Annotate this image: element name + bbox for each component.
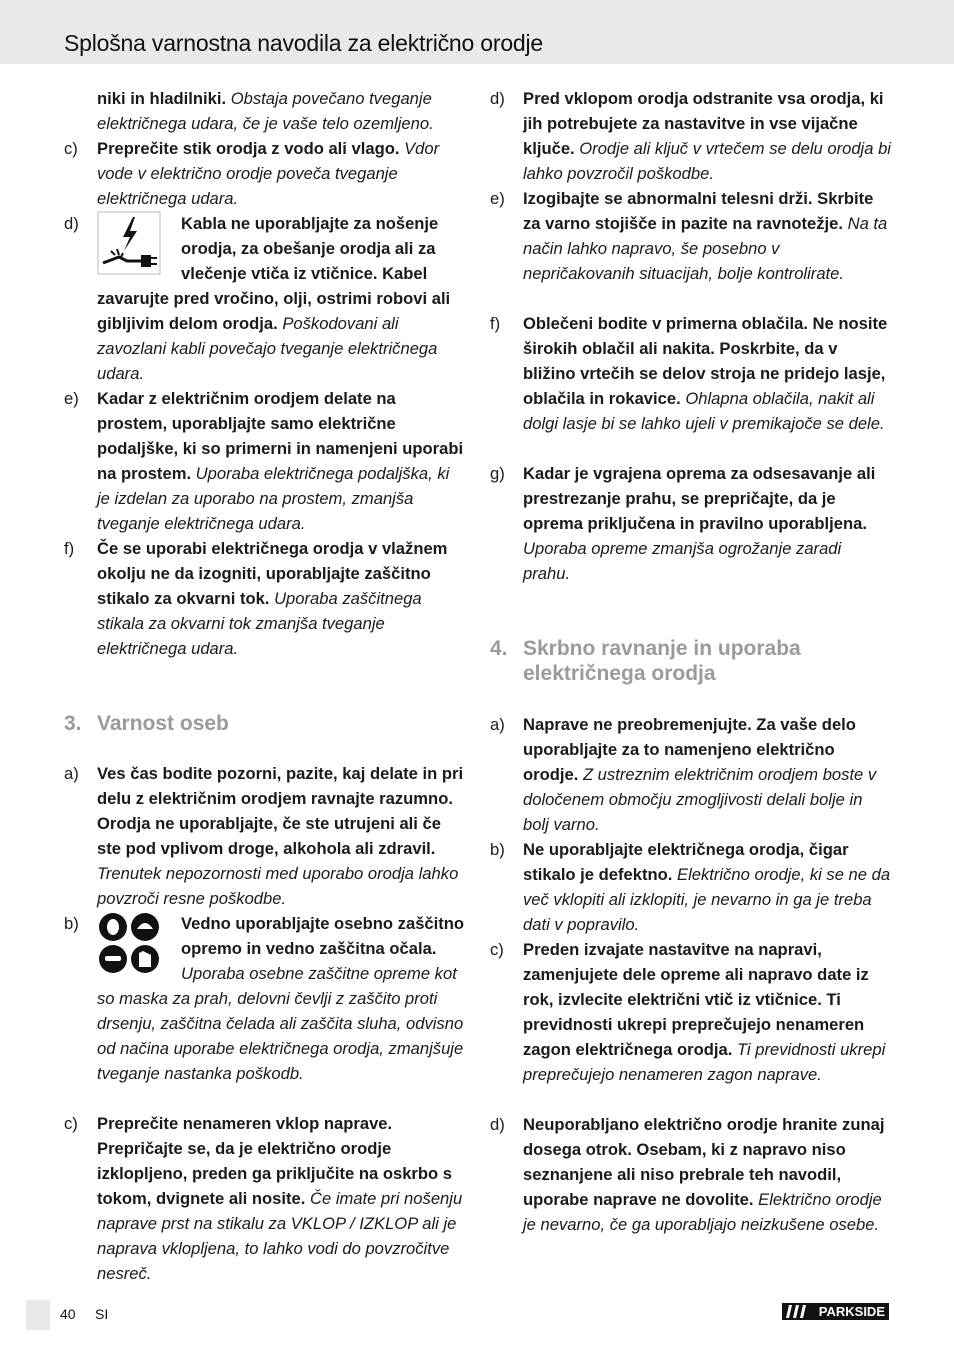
section-title: Skrbno ravnanje in uporaba električnega orodja (523, 637, 801, 685)
item-bold-text: Ne uporabljajte električnega orodja, čigar stikalo je defektno. (523, 840, 849, 884)
item-italic-text: Uporaba električnega podaljška, ki je izdelan za uporabo na prostem, zmanjša tveganje električnega udara. (97, 464, 450, 533)
item-italic-text: Električno orodje, ki se ne da več vklopiti ali izklopiti, je nevarno in ga je treba dati v popravilo. (523, 865, 891, 934)
item-label: d) (64, 214, 79, 233)
left-column (64, 86, 466, 1286)
item-bold-text: Neuporabljano električno orodje hranite zunaj dosega otrok. Osebam, ki z napravo niso seznanjene ali niso prebrale teh navodil, uporabe naprave ne dovolite. (523, 1115, 885, 1209)
item-bold-text: Kadar je vgrajena oprema za odsesavanje ali prestrezanje prahu, se prepričajte, da je oprema priključena in pravilno uporabljena. (523, 464, 876, 533)
item-label: c) (64, 139, 78, 158)
item-bold-text: Pred vklopom orodja odstranite vsa orodja, ki jih potrebujete za nastavitve in vse vijačne ključe. (523, 89, 884, 158)
brand-name: PARKSIDE (818, 1304, 885, 1319)
list-item (64, 136, 466, 211)
item-bold-text: Naprave ne preobremenjujte. Za vaše delo uporabljajte za to namenjeno električno orodje. (523, 715, 856, 784)
item-bold-text: Če se uporabi električnega orodja v vlažnem okolju ne da izogniti, uporabljajte zaščitno stikalo za okvarni tok. (97, 539, 448, 608)
item-italic-text: Z ustreznim električnim orodjem boste v določenem območju zmogljivosti delali bolje in bolj varno. (523, 765, 877, 834)
page-title: Splošna varnostna navodila za električno orodje (64, 30, 544, 56)
item-italic-text: Če imate pri nošenju naprave prst na stikalu za VKLOP / IZKLOP ali je naprava vklopljena, to lahko vodi do povzročitve nesreč. (97, 1189, 463, 1283)
item-label: d) (490, 89, 505, 108)
list-item (490, 837, 892, 937)
item-italic-text: Električno orodje je nevarno, če ga uporabljajo neizkušene osebe. (523, 1190, 882, 1234)
item-bold-text: Preden izvajate nastavitve na napravi, zamenjujete dele opreme ali napravo date iz rok, izvlecite električni vtič iz vtičnice. Ti previdnosti ukrepi preprečujejo nenameren zagon električnega orodja. (523, 940, 869, 1059)
section-title: Varnost oseb (97, 712, 229, 735)
list-item (64, 1111, 466, 1286)
item-italic-text: Obstaja povečano tveganje električnega udara, če je vaše telo ozemljeno. (97, 89, 434, 133)
item-italic-text: Poškodovani ali zavozlani kabli povečajo tveganje električnega udara. (97, 314, 438, 383)
list-item (490, 86, 892, 186)
right-column (490, 86, 892, 1262)
language-code: SI (95, 1306, 109, 1322)
item-bold-text: Izogibajte se abnormalni telesni drži. Skrbite za varno stojišče in pazite na ravnotežje. (523, 189, 874, 233)
stripes-icon (786, 1305, 808, 1318)
item-label: e) (490, 189, 505, 208)
item-label: c) (64, 1114, 78, 1133)
item-bold-text: Kabla ne uporabljajte za nošenje orodja, za obešanje orodja ali za vlečenje vtiča iz vtičnice. Kabel zavarujte pred vročino, olji, ostrimi robovi ali gibljivim delom orodja. (97, 214, 451, 333)
item-bold-text: Vedno uporabljajte osebno zaščitno opremo in vedno zaščitna očala. (181, 914, 465, 958)
list-item (64, 911, 466, 1111)
section-number: 3. (64, 712, 82, 735)
item-label: g) (490, 464, 505, 483)
list-item (490, 937, 892, 1112)
brand-logo (782, 1303, 889, 1320)
item-label: a) (490, 715, 505, 734)
item-label: e) (64, 389, 79, 408)
item-label: b) (490, 840, 505, 859)
item-italic-text: Trenutek nepozornosti med uporabo orodja lahko povzroči resne poškodbe. (97, 864, 459, 908)
footer-marker (26, 1300, 50, 1330)
list-item (64, 386, 466, 536)
section-heading (490, 636, 892, 712)
section-number: 4. (490, 637, 508, 660)
item-italic-text: Uporaba zaščitnega stikala za okvarni tok zmanjša tveganje električnega udara. (97, 589, 422, 658)
item-bold-text: Preprečite stik orodja z vodo ali vlago. (97, 139, 400, 158)
list-item (490, 186, 892, 311)
page-footer (60, 1306, 108, 1322)
list-item (64, 761, 466, 911)
item-label: f) (490, 314, 501, 333)
item-italic-text: Ti previdnosti ukrepi preprečujejo nenameren zagon naprave. (523, 1040, 886, 1084)
item-italic-text: Na ta način lahko napravo, še posebno v nepričakovanih situacijah, bolje kontrolirate. (523, 214, 888, 283)
item-bold-text: niki in hladilniki. (97, 89, 227, 108)
section-heading (64, 711, 466, 761)
item-italic-text: Uporaba osebne zaščitne opreme kot so maska za prah, delovni čevlji z zaščito proti drsenju, zaščitna čelada ali zaščita sluha, odvisno od načina uporabe električnega orodja, zmanjšuje tveganje nastanka poškodb. (97, 964, 464, 1083)
item-italic-text: Orodje ali ključ v vrtečem se delu orodja bi lahko povzročil poškodbe. (523, 139, 891, 183)
page-header (0, 0, 954, 64)
item-label: b) (64, 914, 79, 933)
list-item (64, 86, 466, 136)
list-item (490, 712, 892, 837)
item-italic-text: Ohlapna oblačila, nakit ali dolgi lasje bi se lahko ujeli v premikajoče se dele. (523, 389, 885, 433)
list-item (64, 211, 466, 386)
item-label: f) (64, 539, 75, 558)
cable-danger-icon (97, 211, 163, 277)
item-label: a) (64, 764, 79, 783)
item-label: c) (490, 940, 504, 959)
item-bold-text: Ves čas bodite pozorni, pazite, kaj delate in pri delu z električnim orodjem ravnajte razumno. Orodja ne uporabljajte, če ste utrujeni ali če ste pod vplivom droge, alkohola ali zdravil. (97, 764, 464, 858)
item-label: d) (490, 1115, 505, 1134)
list-item (490, 461, 892, 586)
item-bold-text: Preprečite nenameren vklop naprave. Prepričajte se, da je električno orodje izklopljeno, preden ga priključite na oskrbo s tokom, dvignete ali nosite. (97, 1114, 452, 1208)
item-italic-text: Uporaba opreme zmanjša ogrožanje zaradi prahu. (523, 539, 842, 583)
protective-equipment-icon (97, 911, 163, 977)
item-italic-text: Vdor vode v električno orodje poveča tveganje električnega udara. (97, 139, 440, 208)
list-item (64, 536, 466, 661)
item-bold-text: Kadar z električnim orodjem delate na prostem, uporabljajte samo električne podaljške, ki so primerni in namenjeni uporabi na prostem. (97, 389, 464, 483)
page-number: 40 (60, 1306, 76, 1322)
list-item (490, 1112, 892, 1262)
item-bold-text: Oblečeni bodite v primerna oblačila. Ne nosite širokih oblačil ali nakita. Poskrbite, da v bližino vrtečih se delov stroja ne pridejo lasje, oblačila in rokavice. (523, 314, 888, 408)
list-item (490, 311, 892, 461)
